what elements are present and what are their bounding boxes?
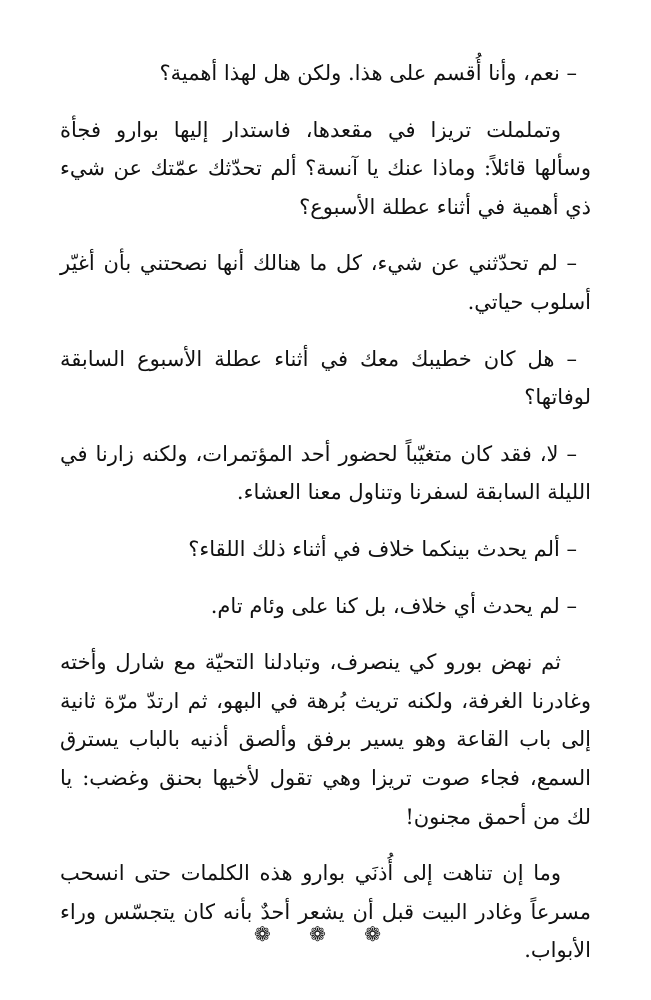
paragraph-1: – نعم، وأنا أُقسم على هذا. ولكن هل لهذا أهمية؟ bbox=[159, 61, 577, 85]
book-page bbox=[60, 54, 591, 988]
paragraph-4: – هل كان خطيبك معك في أثناء عطلة الأسبوع السابقة لوفاتها؟ bbox=[60, 346, 591, 410]
paragraph-8: ثم نهض بورو كي ينصرف، وتبادلنا التحيّة مع شارل وأخته وغادرنا الغرفة، ولكنه تريث بُرهة في البهو، ثم ارتدّ مرّة ثانية إلى باب القاعة وهو يسير برفق وألصق أذنيه بالباب يسترق السمع، فجاء صوت تريزا وهي تقول لأخيها بحنق وغضب: يا لك من أحمق مجنون! bbox=[60, 650, 591, 829]
section-separator-ornament: ❁ ❁ ❁ bbox=[254, 922, 397, 946]
paragraph-9: وما إن تناهت إلى أُذنَي بوارو هذه الكلمات حتى انسحب مسرعاً وغادر البيت قبل أن يشعر أحدٌ بأنه كان يتجسّس وراء الأبواب. bbox=[60, 861, 591, 963]
paragraph-5: – لا، فقد كان متغيّباً لحضور أحد المؤتمرات، ولكنه زارنا في الليلة السابقة لسفرنا وتناول معنا العشاء. bbox=[60, 441, 591, 505]
paragraph-3: – لم تحدّثني عن شيء، كل ما هنالك أنها نصحتني بأن أغيّر أسلوب حياتي. bbox=[60, 251, 591, 314]
paragraph-6: – ألم يحدث بينكما خلاف في أثناء ذلك اللقاء؟ bbox=[188, 536, 577, 561]
paragraph-2: وتململت تريزا في مقعدها، فاستدار إليها بوارو فجأة وسألها قائلاً: وماذا عنك يا آنسة؟ ألم تحدّثك عمّتك عن شيء ذي أهمية في أثناء عطلة الأسبوع؟ bbox=[60, 117, 591, 219]
paragraph-7: – لم يحدث أي خلاف، بل كنا على وئام تام. bbox=[210, 593, 577, 618]
